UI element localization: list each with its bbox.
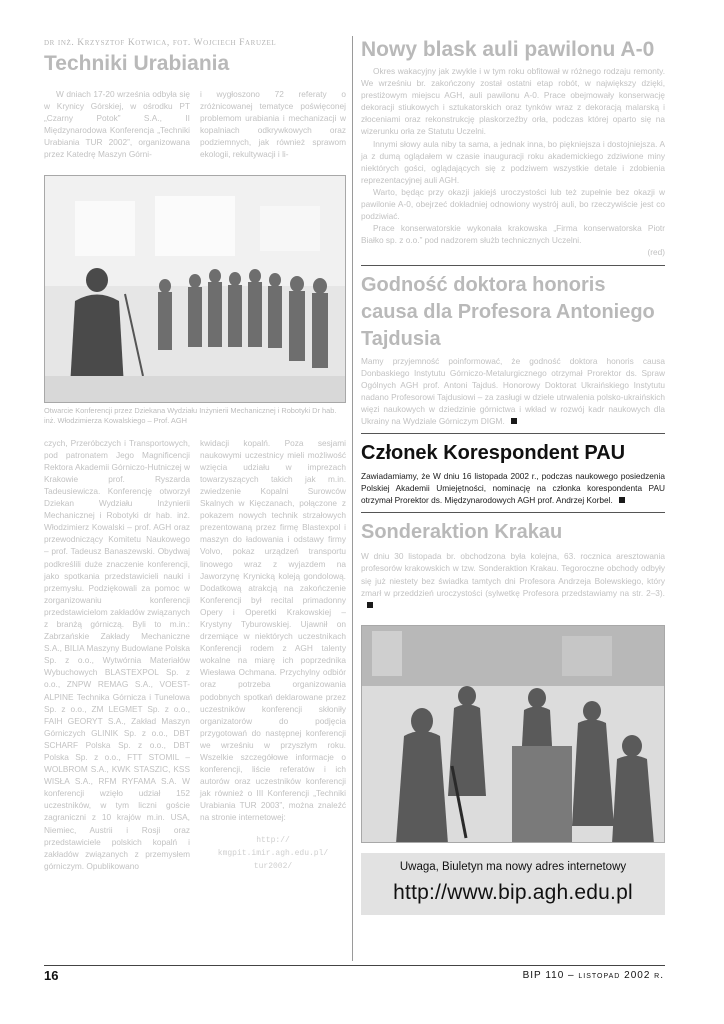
sonderaktion-photo-graphic bbox=[362, 626, 665, 843]
end-of-article-mark bbox=[367, 602, 373, 608]
aula-article bbox=[361, 65, 665, 259]
notice-url-link[interactable]: http://www.bip.agh.edu.pl bbox=[393, 880, 633, 904]
body-column-2 bbox=[200, 437, 346, 873]
section-divider-2 bbox=[361, 433, 665, 434]
conference-url-line-2: kmgpit.imir.agh.edu.pl/ bbox=[217, 848, 329, 858]
new-address-notice bbox=[361, 853, 665, 915]
conference-photo-graphic bbox=[45, 176, 346, 403]
end-of-article-mark bbox=[619, 497, 625, 503]
pau-text: Zawiadamiamy, że W dniu 16 listopada 2002 r., podczas naukowego posiedzenia Polskiej Akademii Umiejętności, nominację na członka korespondenta PAU otrzymał Prorektor ds. Międzynarodowych AGH prof. Andrzej Korbel. bbox=[361, 471, 665, 506]
sonderaktion-text: W dniu 30 listopada br. obchodzona była kolejna, 63. rocznica aresztowania profesorów krakowskich w tzw. Sonderaktion Krakau. Tegoroczne obchody odbyły się już niestety bez świadka tamtych dni Profesora Andrzeja Bolewskiego, który zmarł w przeddzień uroczystości (sylwetkę Profesora przedstawiamy na str. 2–3). bbox=[361, 551, 665, 598]
aula-paragraph-2: Innymi słowy aula niby ta sama, a jednak inna, bo piękniejsza i dostojniejsza. A ja z dumą oglądałem w czasie inauguracji roku akademickiego zdziwione miny niektórych gości, oglądających się z podziwem wszystkie detale i zdobienia reprezentacyjnej auli AGH. bbox=[361, 138, 665, 185]
intro-paragraph-1: W dniach 17-20 września odbyła się w Krynicy Górskiej, w ośrodku PT „Czarny Potok” S.A., II Międzynarodowa Konferencja „Techniki Urabiania TUR 2002”, organizowana przez Katedrę Maszyn Górni- bbox=[44, 89, 190, 160]
end-of-article-mark bbox=[511, 418, 517, 424]
conference-url-line-3: tur2002/ bbox=[253, 861, 293, 871]
pau-title: Członek Korespondent PAU bbox=[361, 442, 626, 465]
intro-column-1 bbox=[44, 88, 190, 161]
intro-column-2 bbox=[200, 88, 346, 161]
aula-paragraph-1: Okres wakacyjny jak zwykle i w tym roku obfitował w różnego rodzaju remonty. We wrześniu br. zakończony został ostatni etap robót, w największy dzięki, prestiżowym miejscu AGH, auli pawilonu A-0. Prace obejmowały konserwację dekoracji stiukowych i sztukatorskich oraz tynków wraz z dekoracją malarską i złoceniami oraz rekonstrukcję plaskorzeźby orła, podczas której oparto się na wizerunku orła ze Statutu Uczelni. bbox=[361, 66, 665, 137]
footer-rule bbox=[44, 965, 665, 966]
intro-paragraph-2: i wygłoszono 72 referaty o zróżnicowanej tematyce poświęconej problemom urabiania i mechanizacji w kopalniach odkrywkowych oraz podziemnych, jak również sprawom ekologii, rekultywacji i li- bbox=[200, 89, 346, 160]
aula-signature: (red) bbox=[647, 247, 665, 258]
article-title: Techniki Urabiania bbox=[44, 52, 230, 75]
body-column-1 bbox=[44, 437, 190, 873]
article-body-columns bbox=[44, 437, 346, 873]
section-divider-1 bbox=[361, 265, 665, 266]
column-divider bbox=[352, 36, 353, 961]
conference-url-line-1: http:// bbox=[256, 835, 290, 845]
sonderaktion-title: Sonderaktion Krakau bbox=[361, 521, 563, 544]
photo-caption: Otwarcie Konferencji przez Dziekana Wydziału Inżynierii Mechanicznej i Robotyki Dr hab. inż. Włodzimierza Kowalskiego – Prof. AGH bbox=[44, 405, 337, 426]
body-paragraph-2: kwidacji kopalń. Poza sesjami naukowymi uczestnicy mieli możliwość wzięcia udziału w imprezach towarzyszących takich jak m.in. zwiedzenie Kopalni Surowców Skalnych w Kięczanach, połączone z pokazem nowych technik strzałowych prezentowaną przez firmę Blastexpol i maszyn do ładowania i odstawy firmy Volvo, pokaz urządzeń transportu linowego wraz z wyjazdem na Jaworzynę Krynicką koleją gondolową. Dodatkową atrakcją na zakończenie Konferencji był recital primadonny Opery i Operetki Krakowskiej – Krystyny Tyburowskiej. Ujawnił on drzemiące w niektórych uczestnikach Konferencji rodem z AGH talenty wokalne na miarę ich poprzednika Wiesława Ochmana. Przychylny odbiór oraz potrzeba organizowania podobnych spotkań deklarowane przez uczestników konferencji skłoniły organizatorów do podjęcia przygotowań do następnej konferencji we wrześniu w przyszłym roku. Wszelkie szczegółowe informacje o konferencji, liście referatów i ich autorów oraz uczestników konferencji jak również o III Konferencji „Techniki Urabiania TUR 2003”, można znaleźć na stronie internetowej: bbox=[200, 437, 346, 823]
notice-text: Uwaga, Biuletyn ma nowy adres internetowy bbox=[399, 860, 627, 873]
article-byline: dr inż. Krzysztof Kotwica, fot. Wojciech Faruzel bbox=[44, 38, 277, 48]
aula-paragraph-3: Warto, będąc przy okazji jakiejś uroczystości lub też zupełnie bez okazji w pawilonie A-0, obejrzeć dokładniej odnowiony wystrój auli, bo rzeczywiście jest co podziwiać. bbox=[361, 186, 665, 222]
article-techniki-urabiania bbox=[44, 38, 346, 873]
sonderaktion-article bbox=[361, 550, 665, 610]
honoris-causa-text: Mamy przyjemność poinformować, że godność doktora honoris causa Donbaskiego Instytutu Górniczo-Metalurgicznego otrzymał Prorektor ds. Spraw Ogólnych AGH prof. Antoni Tajduś. Honorowy Doktorat Ukraińskiego Instytutu nadano Profesorowi Tajdusiowi – za zasługi w dziele utrwalenia polsko-ukraińskich więzi naukowych w dziedzinie górnictwa i wkład w rozwój kadr naukowych dla Ukrainy na Wydziale Górniczym DIGM. bbox=[361, 355, 665, 426]
honoris-causa-title: Godność doktora honoris causa dla Profesora Antoniego Tajdusia bbox=[361, 273, 655, 350]
sonderaktion-photo bbox=[361, 625, 665, 843]
news-column bbox=[361, 36, 665, 915]
article-intro-columns bbox=[44, 88, 346, 161]
conference-opening-photo bbox=[44, 175, 346, 403]
aula-title: Nowy blask auli pawilonu A-0 bbox=[361, 38, 655, 61]
body-paragraph-1: czych, Przeróbczych i Transportowych, pod patronatem Jego Magnificencji Rektora Akademii Górniczo-Hutniczej w Krakowie prof. Ryszarda Tadeusiewicza. Konferencję otworzył Dziekan Wydziału Inżynierii Mechanicznej i Robotyki dr hab. inż. Włodzimierz Kowalski – prof. AGH oraz przewodniczący Komitetu Naukowego – prof. Tadeusz Banaszewski. Obydwaj podkreślili duże znaczenie konferencji, jako spotkania przedstawicieli nauki i przemysłu. Podziękowali za pomoc w zorganizowaniu konferencji przedstawicielom zakładów związanych z branżą górniczą. Byli to m.in.: Zabrzańskie Zakłady Mechaniczne S.A., BILIA Maszyny Budowlane Polska Sp. z o.o., Wytwórnia Materiałów Wybuchowych BLASTEXPOL Sp. z o.o., ZNPW REMAG S.A., VOEST-ALPINE Technika Górnicza i Tunelowa Sp. z o.o., ZM LEGMET Sp. z o.o., FAIH GEORYT S.A., Zakład Maszyn Górniczych GLINIK Sp. z o.o., DBT SCHARF Polska Sp. z o.o., DBT Polska Sp. z o.o., FTT STOMIL – WOLBROM S.A., KWK STASZIC, KSS WISŁA S.A., RFM RYFAMA S.A. W konferencji wzięło udział 152 uczestników, w tym liczni goście zagraniczni z 10 krajów m.in. USA, Niemiec, Austrii i Rosji oraz przedstawiciele polskich kopalń i zakładów związanych z przemysłem górniczym. Opublikowano bbox=[44, 437, 190, 871]
aula-paragraph-4: Prace konserwatorskie wykonała krakowska „Firma konserwatorska Piotr Białko sp. z o.o.” pod nadzorem służb technicznych Uczelni. bbox=[361, 223, 665, 246]
page-number: 16 bbox=[44, 968, 59, 983]
pau-article bbox=[361, 470, 665, 506]
section-divider-3 bbox=[361, 512, 665, 513]
honoris-causa-article bbox=[361, 355, 665, 428]
issue-label: BIP 110 – listopad 2002 r. bbox=[522, 970, 664, 981]
conference-url bbox=[200, 834, 346, 873]
